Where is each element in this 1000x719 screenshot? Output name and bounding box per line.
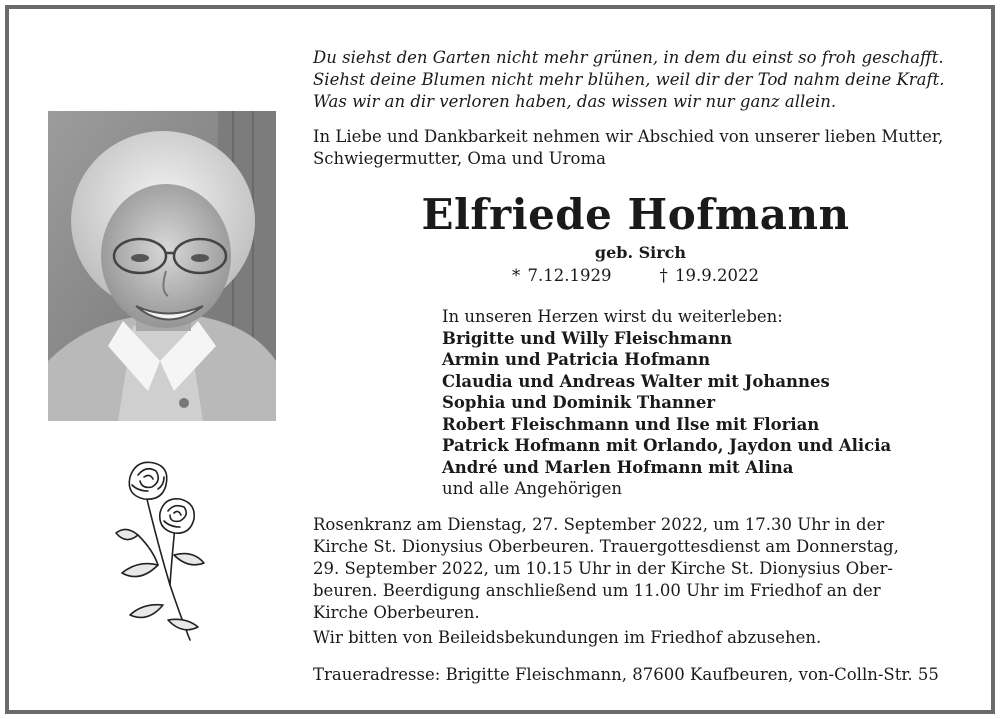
poem-line: Du siehst den Garten nicht mehr grünen, in dem du einst so froh geschafft. [313, 48, 944, 67]
death-date: † 19.9.2022 [659, 266, 759, 285]
mourning-address: Traueradresse: Brigitte Fleischmann, 87600 Kaufbeuren, von-Colln-Str. 55 [313, 665, 939, 684]
intro-line: Schwiegermutter, Oma und Uroma [313, 149, 606, 168]
mourner-entry: Claudia und Andreas Walter mit Johannes [442, 371, 830, 391]
service-line: Rosenkranz am Dienstag, 27. September 2022, um 17.30 Uhr in der [313, 515, 885, 534]
poem-line: Was wir an dir verloren haben, das wissen wir nur ganz allein. [313, 92, 837, 111]
deceased-name: Elfriede Hofmann [421, 190, 850, 239]
maiden-name: geb. Sirch [594, 243, 687, 262]
mourner-entry: Robert Fleischmann und Ilse mit Florian [442, 414, 820, 434]
mourners-list [442, 306, 962, 500]
mourner-entry: Armin und Patricia Hofmann [442, 350, 711, 369]
mourners-closing: und alle Angehörigen [442, 479, 623, 498]
service-line: beuren. Beerdigung anschließend um 11.00 Uhr im Friedhof an der [313, 581, 881, 600]
mourner-entry: Brigitte und Willy Fleischmann [442, 328, 733, 348]
poem-verse [313, 47, 958, 113]
portrait-photo [48, 111, 276, 421]
mourner-entry: André und Marlen Hofmann mit Alina [442, 457, 794, 477]
rose-icon [108, 455, 208, 650]
life-dates [313, 266, 958, 285]
mourner-entry: Patrick Hofmann mit Orlando, Jaydon und Alicia [442, 436, 892, 455]
service-details [313, 514, 953, 624]
service-line: 29. September 2022, um 10.15 Uhr in der Kirche St. Dionysius Ober- [313, 559, 893, 578]
condolence-request: Wir bitten von Beileidsbekundungen im Friedhof abzusehen. [313, 628, 822, 647]
portrait-illustration [48, 111, 276, 421]
service-line: Kirche St. Dionysius Oberbeuren. Trauergottesdienst am Donnerstag, [313, 537, 899, 556]
birth-date: * 7.12.1929 [512, 266, 612, 285]
mourners-heading: In unseren Herzen wirst du weiterleben: [442, 307, 783, 326]
service-line: Kirche Oberbeuren. [313, 603, 480, 622]
farewell-intro [313, 126, 958, 170]
intro-line: In Liebe und Dankbarkeit nehmen wir Abschied von unserer lieben Mutter, [313, 127, 944, 146]
mourner-entry: Sophia und Dominik Thanner [442, 393, 716, 412]
poem-line: Siehst deine Blumen nicht mehr blühen, weil dir der Tod nahm deine Kraft. [313, 70, 945, 89]
